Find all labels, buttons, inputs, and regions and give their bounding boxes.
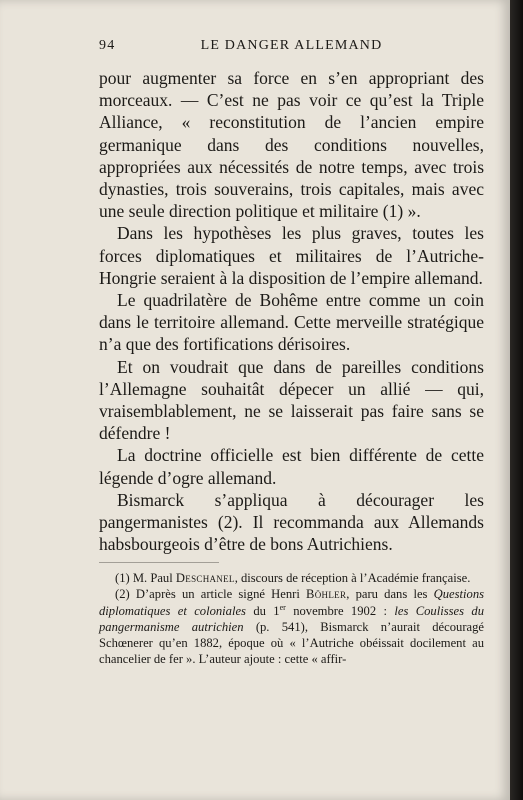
paragraph-1: pour augmenter sa force en s’en appropriant des morceaux. — C’est ne pas voir ce qu’est la Triple Alliance, « reconstitution de l’ancien empire germanique dans des conditions nouvelles, appropriées aux nécessités de notre temps, avec trois dynasties, trois souverains, trois capitales, mais avec une seule direction politique et militaire (1) ».	[99, 68, 484, 222]
footnote-2-text-a: D’après un article signé Henri	[135, 587, 300, 602]
footnote-2-journal: Questions diplomatiques et coloniales	[99, 587, 485, 618]
footnote-1-name: Deschanel	[175, 571, 235, 585]
footnote-2-text-c: du 1	[253, 603, 280, 618]
footnote-1-text-a: M. Paul	[132, 571, 173, 585]
paragraph-4: Et on voudrait que dans de pareilles conditions l’Allemagne souhaitât dépecer un allié — qui, vraisemblablement, ne se laisserait pas faire sans se défendre !	[99, 356, 484, 444]
page-number: 94	[99, 38, 116, 53]
running-title: LE DANGER ALLEMAND	[200, 38, 383, 53]
footnote-1-marker: (1)	[115, 571, 130, 585]
running-header	[99, 38, 484, 58]
paragraph-3: Le quadrilatère de Bohême entre comme un coin dans le territoire allemand. Cette merveille stratégique n’a que des fortifications dérisoires.	[99, 290, 484, 355]
main-text	[99, 67, 484, 555]
footnote-1	[99, 570, 484, 586]
paragraph-2: Dans les hypothèses les plus graves, toutes les forces diplomatiques et militaires de l’Autriche-Hongrie seraient à la disposition de l’empire allemand.	[99, 223, 484, 288]
footnote-2-text-b: , paru dans les	[346, 587, 428, 602]
footnote-2	[99, 586, 484, 667]
paragraph-5: La doctrine officielle est bien différente de cette légende d’ogre allemand.	[99, 445, 484, 488]
footnote-divider	[99, 562, 219, 563]
footnote-2-text-e: (p. 541), Bismarck n’aurait découragé Schœnerer qu’en 1882, époque où « l’Autriche obéissait docilement au chancelier de fer ». L’auteur ajoute : cette « affir-	[99, 619, 484, 667]
footnotes	[99, 570, 484, 668]
footnote-2-marker: (2)	[115, 587, 130, 602]
footnote-1-text-b: , discours de réception à l’Académie française.	[234, 571, 471, 585]
footnote-2-author: Böhler	[306, 587, 347, 602]
footnote-2-text-d: novembre 1902 :	[293, 603, 387, 618]
footnote-2-ordinal: er	[279, 602, 286, 612]
paragraph-6: Bismarck s’appliqua à décourager les pangermanistes (2). Il recommanda aux Allemands habsbourgeois d’être de bons Autrichiens.	[99, 489, 484, 555]
binding-edge	[510, 0, 523, 800]
footnote-2-article-title: les Coulisses du pangermanisme autrichien	[99, 603, 484, 634]
